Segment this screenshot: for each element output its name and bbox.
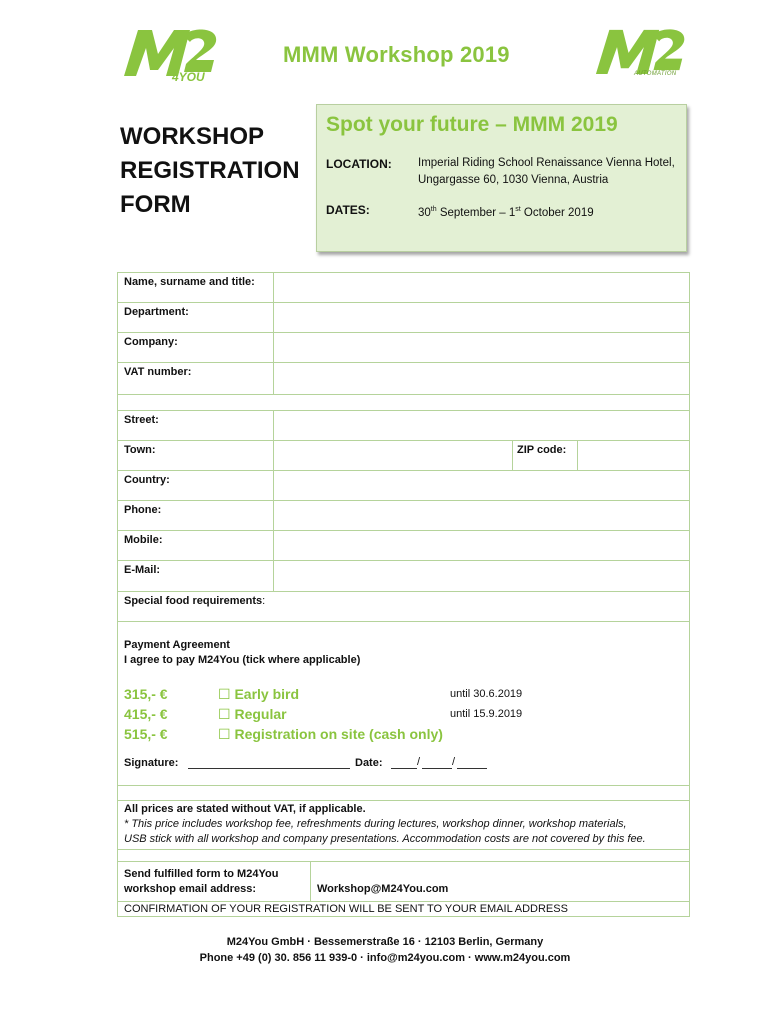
m24you-logo-icon: [122, 26, 220, 78]
form-title-line-1: WORKSHOP: [120, 123, 264, 150]
mobile-label: Mobile:: [124, 534, 163, 546]
date-separator-1: /: [417, 756, 421, 768]
option-early-bird[interactable]: [218, 684, 299, 704]
option-regular[interactable]: [218, 704, 287, 724]
location-label: LOCATION:: [326, 157, 392, 171]
food-label-text: Special food requirements: [124, 595, 263, 607]
name-row: [117, 272, 690, 303]
company-label: Company:: [124, 336, 178, 348]
form-title-line-2: REGISTRATION: [120, 157, 300, 184]
checkbox-on-site-icon[interactable]: ☐: [218, 726, 231, 742]
food-label-colon: :: [262, 595, 266, 607]
event-info-box: [316, 104, 687, 252]
vat-row: [117, 362, 690, 395]
company-input[interactable]: [274, 333, 689, 362]
dates-label: DATES:: [326, 203, 370, 217]
street-input[interactable]: [274, 411, 689, 440]
until-early-bird: until 30.6.2019: [450, 688, 523, 700]
send-label-line-1: Send fulfilled form to M24You: [124, 868, 279, 880]
date-month-line[interactable]: [422, 756, 452, 769]
send-label-line-2: workshop email address:: [124, 883, 257, 895]
notes-line-2: * This price includes workshop fee, refreshments during lectures, workshop dinner, workshop materials,: [124, 818, 627, 830]
date-label: Date:: [355, 757, 383, 769]
footer-contact: Phone +49 (0) 30. 856 11 939-0 · info@m24you.com · www.m24you.com: [199, 952, 571, 964]
payment-block: [117, 621, 690, 786]
email-label: E-Mail:: [124, 564, 161, 576]
phone-label: Phone:: [124, 504, 162, 516]
zip-label: ZIP code:: [517, 444, 567, 456]
spacer-row-2: [117, 785, 690, 801]
name-label: Name, surname and title:: [124, 276, 255, 288]
signature-label: Signature:: [124, 757, 179, 769]
event-headline: Spot your future – MMM 2019: [326, 113, 618, 136]
m2-automation-logo: [594, 26, 688, 82]
price-regular: 415,- €: [124, 706, 168, 722]
phone-row: [117, 500, 690, 531]
form-title: [120, 120, 320, 222]
mobile-row: [117, 530, 690, 561]
name-input[interactable]: [274, 273, 689, 302]
location-line-1: Imperial Riding School Renaissance Vienna Hotel,: [418, 157, 675, 169]
send-row: [117, 861, 690, 902]
date-separator-2: /: [452, 756, 456, 768]
payment-heading: Payment Agreement: [124, 639, 230, 651]
street-row: [117, 410, 690, 441]
dates-start-rest: September – 1: [436, 206, 516, 219]
form-title-line-3: FORM: [120, 191, 191, 218]
dates-start-sup: th: [430, 206, 437, 213]
signature-line[interactable]: [188, 756, 350, 769]
vat-label: VAT number:: [124, 366, 192, 378]
notes-block: [117, 800, 690, 850]
zip-input[interactable]: [578, 441, 689, 470]
checkbox-early-bird-icon[interactable]: ☐: [218, 686, 231, 702]
workshop-email-link[interactable]: Workshop@M24You.com: [317, 883, 449, 895]
email-input[interactable]: [274, 561, 689, 591]
department-label: Department:: [124, 306, 189, 318]
date-year-line[interactable]: [457, 756, 487, 769]
food-label: [124, 595, 265, 607]
document-title: MMM Workshop 2019: [283, 42, 510, 67]
date-day-line[interactable]: [391, 756, 417, 769]
footer-address: M24You GmbH · Bessemerstraße 16 · 12103 Berlin, Germany: [226, 936, 544, 948]
dates-end-sup: st: [515, 206, 521, 213]
company-row: [117, 332, 690, 363]
logo-left-subtitle: 4YOU: [172, 70, 205, 84]
dates-value: [418, 201, 594, 222]
country-input[interactable]: [274, 471, 689, 500]
option-early-bird-label: Early bird: [234, 686, 300, 702]
town-row: [117, 440, 690, 471]
dates-start-day: 30: [418, 206, 431, 219]
country-label: Country:: [124, 474, 170, 486]
town-label: Town:: [124, 444, 156, 456]
location-line-2: Ungargasse 60, 1030 Vienna, Austria: [418, 174, 609, 186]
option-regular-label: Regular: [234, 706, 287, 722]
food-row: [117, 591, 690, 622]
location-value: [418, 155, 683, 189]
m24you-logo: [122, 26, 220, 86]
price-early-bird: 315,- €: [124, 686, 168, 702]
food-input[interactable]: [268, 592, 689, 621]
confirmation-text: CONFIRMATION OF YOUR REGISTRATION WILL BE SENT TO YOUR EMAIL ADDRESS: [124, 903, 568, 915]
option-on-site-label: Registration on site (cash only): [234, 726, 443, 742]
m2-automation-logo-icon: [594, 26, 688, 76]
price-on-site: 515,- €: [124, 726, 168, 742]
payment-subheading: I agree to pay M24You (tick where applicable): [124, 654, 361, 666]
mobile-input[interactable]: [274, 531, 689, 560]
notes-line-1: All prices are stated without VAT, if applicable.: [124, 803, 366, 815]
country-row: [117, 470, 690, 501]
phone-input[interactable]: [274, 501, 689, 530]
vat-input[interactable]: [274, 363, 689, 394]
department-row: [117, 302, 690, 333]
until-regular: until 15.9.2019: [450, 708, 523, 720]
email-row: [117, 560, 690, 592]
send-label: [124, 867, 278, 897]
spacer-row-1: [117, 394, 690, 411]
logo-right-subtitle: AUTOMATION: [634, 71, 677, 77]
notes-line-3: USB stick with all workshop and company presentations. Accommodation costs are not covered by this fee.: [124, 833, 646, 845]
department-input[interactable]: [274, 303, 689, 332]
confirmation-row: [117, 901, 690, 917]
town-input[interactable]: [274, 441, 512, 470]
checkbox-regular-icon[interactable]: ☐: [218, 706, 231, 722]
footer: [0, 934, 770, 966]
option-on-site[interactable]: [218, 724, 443, 744]
dates-end-rest: October 2019: [520, 206, 594, 219]
street-label: Street:: [124, 414, 159, 426]
